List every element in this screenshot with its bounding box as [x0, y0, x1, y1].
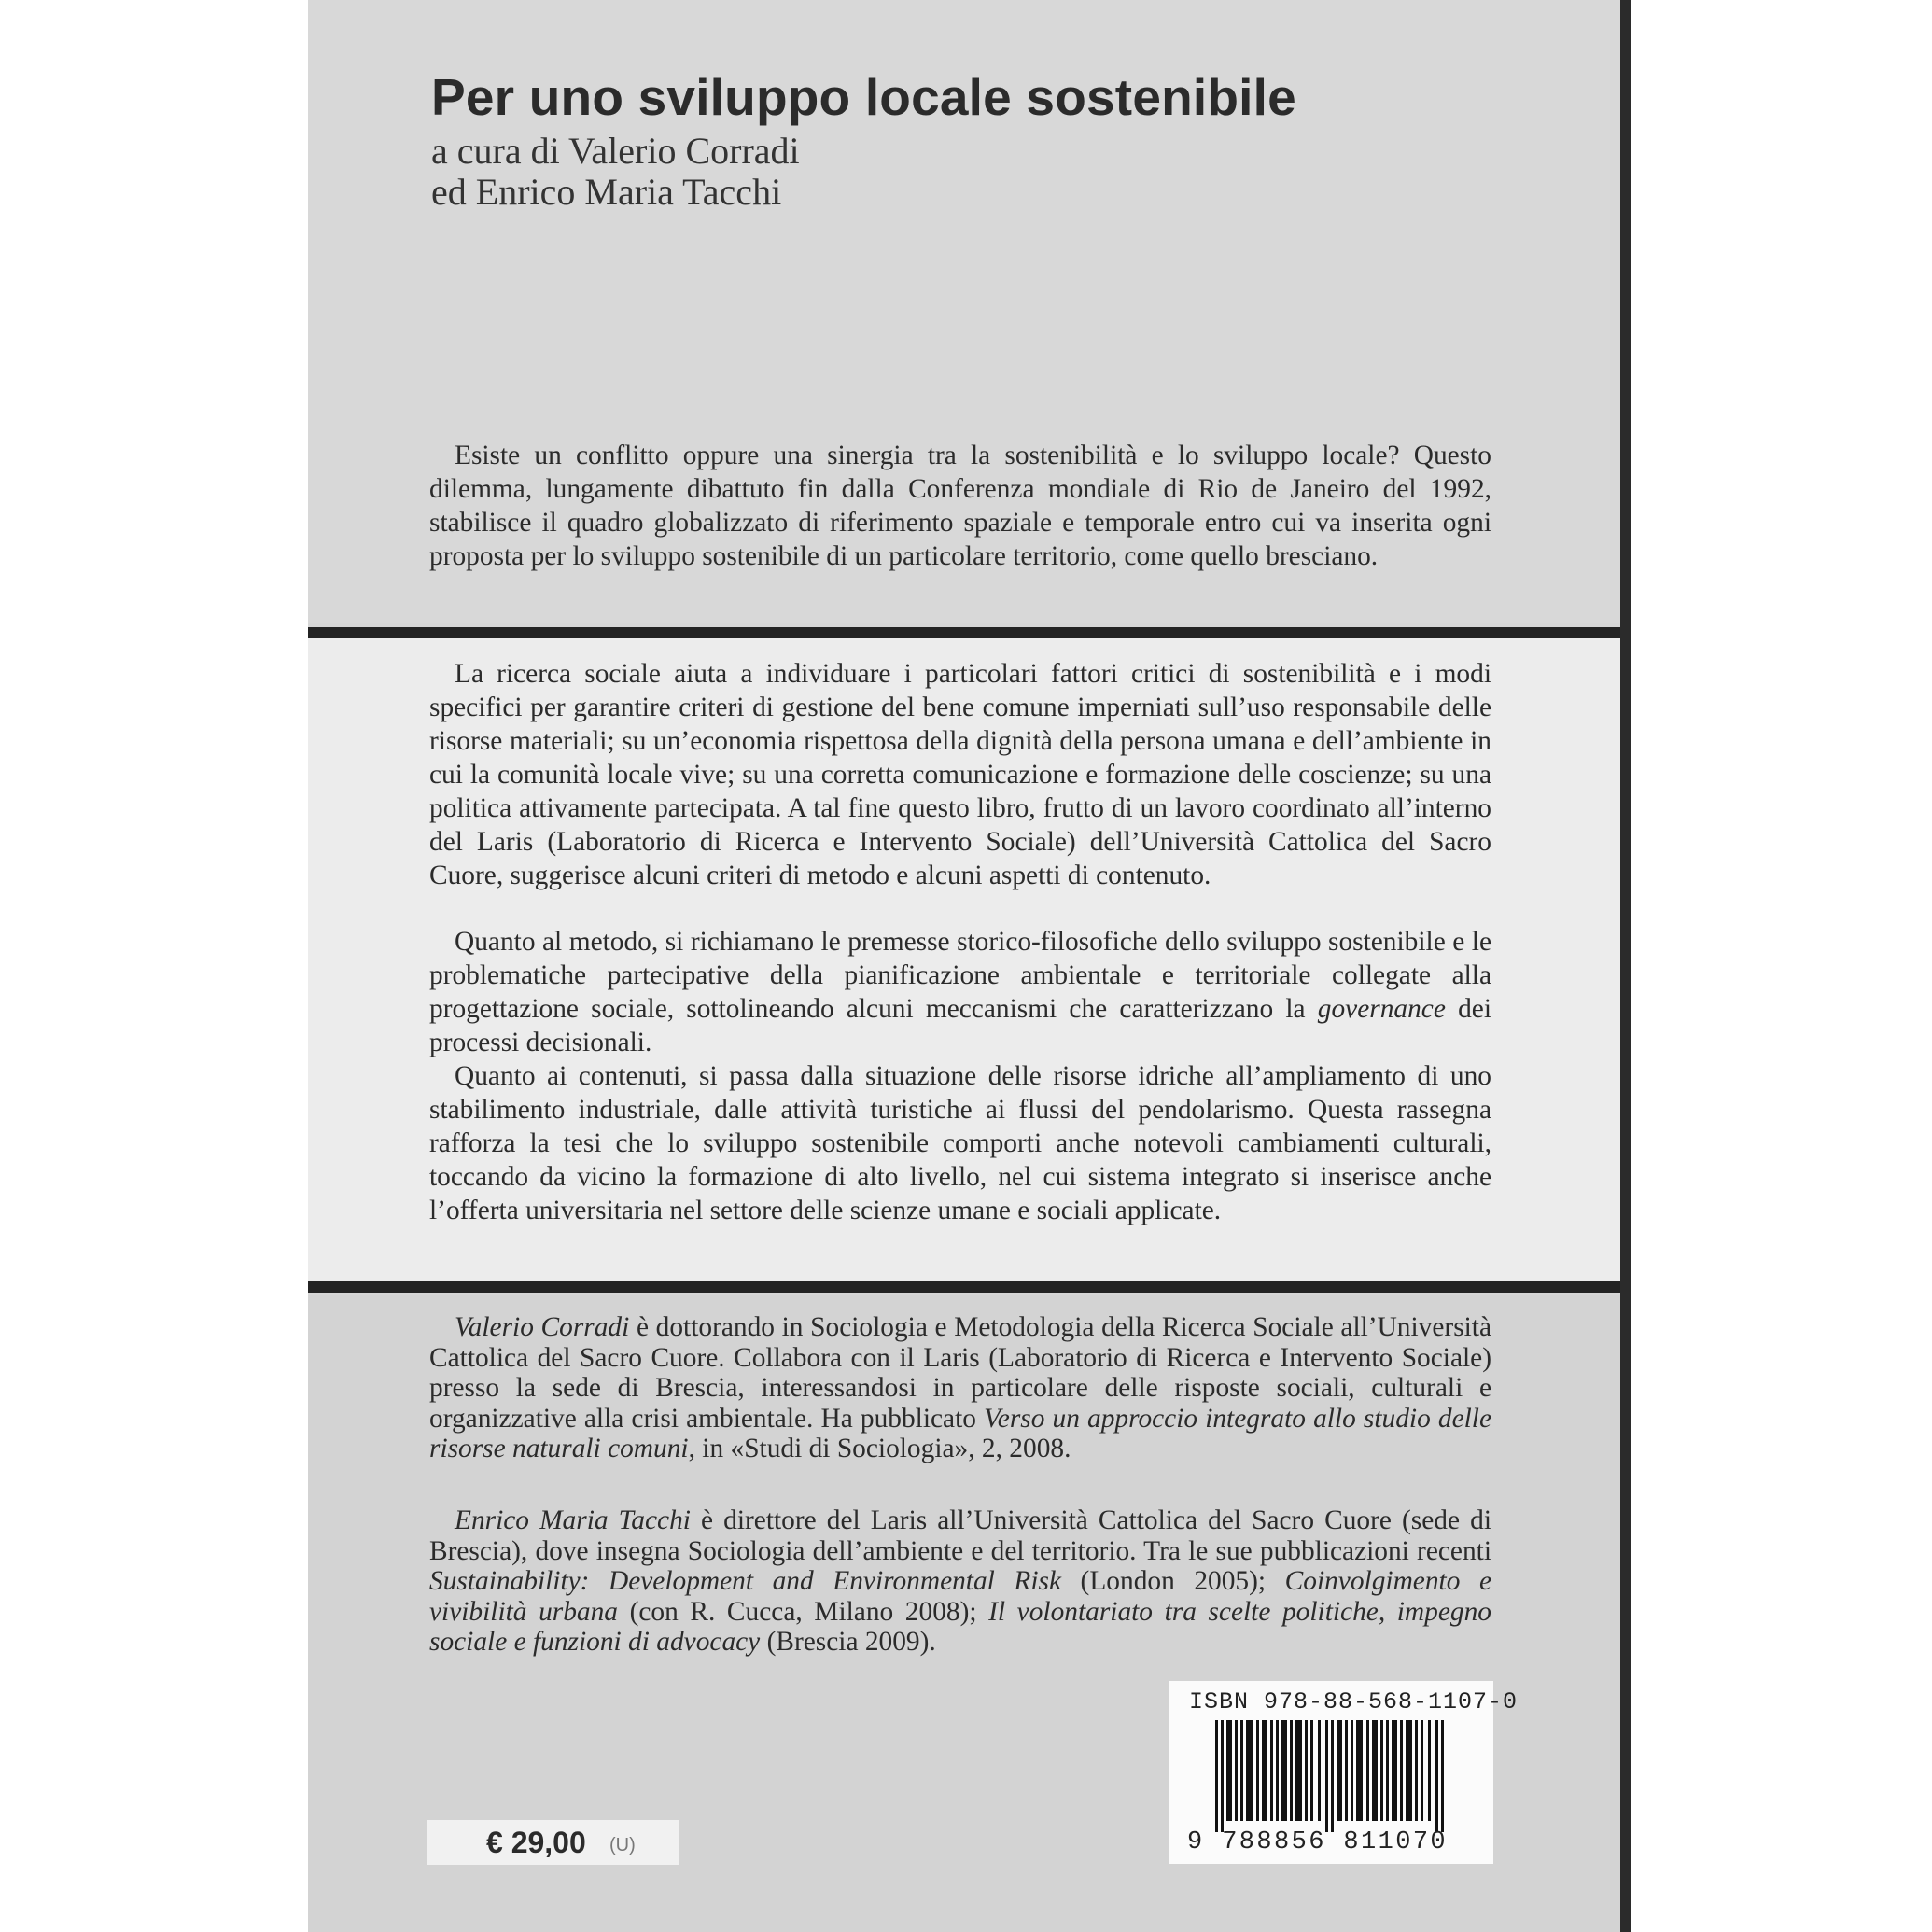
cover-spine-edge	[1620, 0, 1631, 1932]
description-paragraph-2: Quanto al metodo, si richiamano le premesse storico-filosofiche dello sviluppo sostenibile e le problematiche partecipative della pianificazione ambientale e territoriale collegate alla progettazione sociale, sottolineando alcuni meccanismi che caratterizzano la governance dei processi decisionali.	[429, 927, 1491, 1057]
description-paragraph-3: Quanto ai contenuti, si passa dalla situazione delle risorse idriche all’ampliamento di uno stabilimento industriale, dalle attività turistiche ai flussi del pendolarismo. Questa rassegna rafforza la tesi che lo sviluppo sostenibile comporti anche notevoli cambiamenti culturali, toccando da vicino la formazione di alto livello, nel cui sistema integrato si inserisce anche l’offerta universitaria nel settore delle scienze umane e sociali applicate.	[429, 1061, 1491, 1225]
isbn-number: ISBN 978-88-568-1107-0	[1189, 1688, 1519, 1715]
intro-paragraph: Esiste un conflitto oppure una sinergia tra la sostenibilità e lo sviluppo locale? Questo dilemma, lungamente dibattuto fin dalla Conferenza mondiale di Rio de Janeiro del 1992, stabilisce il quadro globalizzato di riferimento spaziale e temporale entro cui va inserita ogni proposta per lo sviluppo sostenibile di un particolare territorio, come quello bresciano.	[429, 441, 1491, 571]
price-value: € 29,00	[486, 1826, 586, 1859]
price-label	[427, 1820, 679, 1865]
editors	[431, 131, 800, 213]
divider-rule-1	[308, 627, 1630, 638]
description-paragraph-1: La ricerca sociale aiuta a individuare i particolari fattori critici di sostenibilità e i modi specifici per garantire criteri di gestione del bene comune imperniati sull’uso responsabile delle risorse materiali; su un’economia rispettosa della dignità della persona umana e dell’ambiente in cui la comunità locale vive; su una corretta comunicazione e formazione delle coscienze; su una politica attivamente partecipata. A tal fine questo libro, frutto di un lavoro coordinato all’interno del Laris (Laboratorio di Ricerca e Intervento Sociale) dell’Università Cattolica del Sacro Cuore, suggerisce alcuni criteri di metodo e alcuni aspetti di contenuto.	[429, 659, 1491, 890]
book-title: Per uno sviluppo locale sostenibile	[431, 68, 1296, 126]
tacchi-publication-2: Coinvolgimento e vivibilità urbana	[429, 1566, 1491, 1627]
corradi-publication: Verso un approccio integrato allo studio delle risorse naturali comuni	[429, 1403, 1491, 1463]
bio-tacchi: Enrico Maria Tacchi è direttore del Laris all’Università Cattolica del Sacro Cuore (sede di Brescia), dove insegna Sociologia dell’ambiente e del territorio. Tra le sue pubblicazioni recenti Sustainability: Development and Environmental Risk (London 2005); Coinvolgimento e vivibilità urbana (con R. Cucca, Milano 2008); Il volontariato tra scelte politiche, impegno sociale e funzioni di advocacy (Brescia 2009).	[429, 1505, 1491, 1657]
price-code: (U)	[609, 1835, 636, 1855]
editors-line-1: a cura di Valerio Corradi	[431, 130, 800, 172]
author-name-tacchi: Enrico Maria Tacchi	[455, 1505, 691, 1535]
barcode-digits: 9 788856 811070	[1187, 1828, 1449, 1856]
editors-line-2: ed Enrico Maria Tacchi	[431, 171, 782, 213]
isbn-barcode-box	[1169, 1681, 1519, 1864]
author-name-corradi: Valerio Corradi	[455, 1312, 630, 1342]
divider-rule-2	[308, 1281, 1630, 1293]
bio-corradi: Valerio Corradi è dottorando in Sociologia e Metodologia della Ricerca Sociale all’Università Cattolica del Sacro Cuore. Collabora con il Laris (Laboratorio di Ricerca e Intervento Sociale) presso la sede di Brescia, interessandosi in particolare delle risposte sociali, culturali e organizzative alla crisi ambientale. Ha pubblicato Verso un approccio integrato allo studio delle risorse naturali comuni, in «Studi di Sociologia», 2, 2008.	[429, 1312, 1492, 1463]
tacchi-publication-3: Il volontariato tra scelte politiche, impegno sociale e funzioni di advocacy	[429, 1596, 1491, 1657]
tacchi-publication-1: Sustainability: Development and Environmental Risk	[429, 1566, 1061, 1596]
governance-term: governance	[1317, 994, 1446, 1024]
barcode-icon	[1215, 1720, 1449, 1832]
